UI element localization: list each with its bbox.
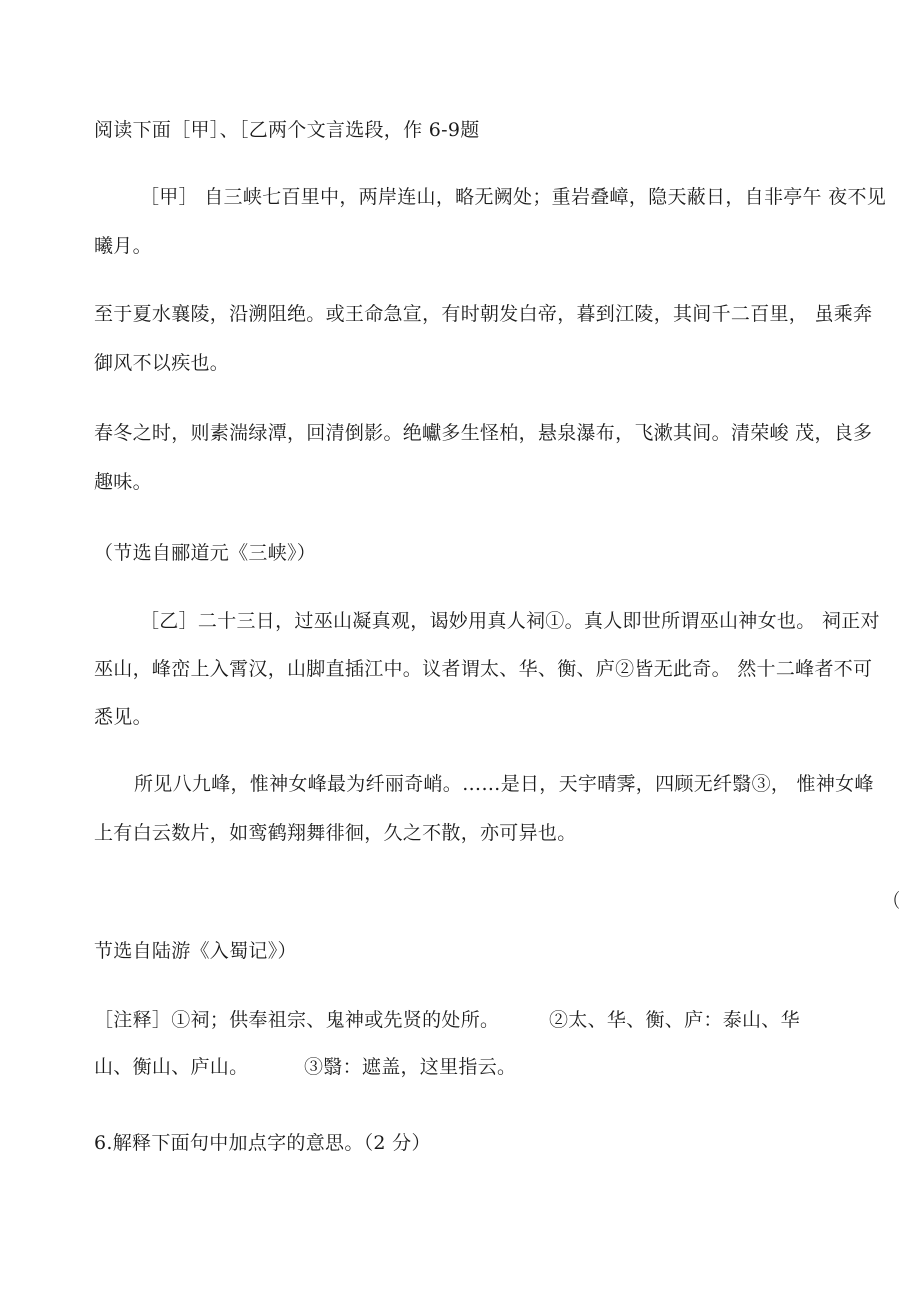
passage-jia-source: （节选自郦道元《三峡》） (94, 542, 317, 564)
notes-line2-a: 山、衡山、庐山。 (94, 1056, 249, 1078)
passage-yi-para1-line1: ［乙］二十三日，过巫山凝真观，谒妙用真人祠①。真人即世所谓巫山神女也。 祠正对 (140, 610, 880, 632)
passage-yi-para1-line2: 巫山，峰峦上入霄汉，山脚直插江中。议者谓太、华、衡、庐②皆无此奇。 然十二峰者不可 (94, 658, 873, 680)
passage-yi-para2-line2: 上有白云数片，如鸾鹤翔舞徘徊，久之不散，亦可异也。 (94, 822, 577, 844)
question-6: 6.解释下面句中加点字的意思。（2 分） (94, 1132, 431, 1154)
passage-jia-para1-line1: ［甲］ 自三峡七百里中，两岸连山，略无阙处；重岩叠嶂，隐天蔽日，自非亭午 夜不见 (140, 186, 887, 208)
passage-jia-para1-line2: 曦月。 (94, 235, 152, 257)
notes-line1-a: ［注释］①祠；供奉祖宗、鬼神或先贤的处所。 (94, 1009, 500, 1031)
passage-jia-para3-line1: 春冬之时，则素湍绿潭，回清倒影。绝巘多生怪柏，悬泉瀑布，飞漱其间。清荣峻 茂，良多 (94, 422, 873, 444)
passage-yi-source-paren: （ (884, 890, 901, 912)
notes-line2-b: ③翳：遮盖，这里指云。 (304, 1056, 517, 1078)
notes-line1-b: ②太、华、衡、庐：泰山、华 (549, 1009, 800, 1031)
passage-yi-para1-line3: 悉见。 (94, 706, 152, 728)
instruction-text: 阅读下面［甲］、［乙两个文言选段，作 6-9题 (94, 119, 480, 141)
passage-jia-para2-line2: 御风不以疾也。 (94, 352, 230, 374)
passage-jia-para2-line1: 至于夏水襄陵，沿溯阻绝。或王命急宣，有时朝发白帝，暮到江陵，其间千二百里， 虽乘奔 (94, 303, 873, 325)
passage-yi-source: 节选自陆游《入蜀记》） (94, 940, 297, 962)
passage-jia-para3-line2: 趣味。 (94, 471, 152, 493)
passage-yi-para2-line1: 所见八九峰，惟神女峰最为纤丽奇峭。……是日，天宇晴霁，四顾无纤翳③， 惟神女峰 (134, 773, 874, 795)
